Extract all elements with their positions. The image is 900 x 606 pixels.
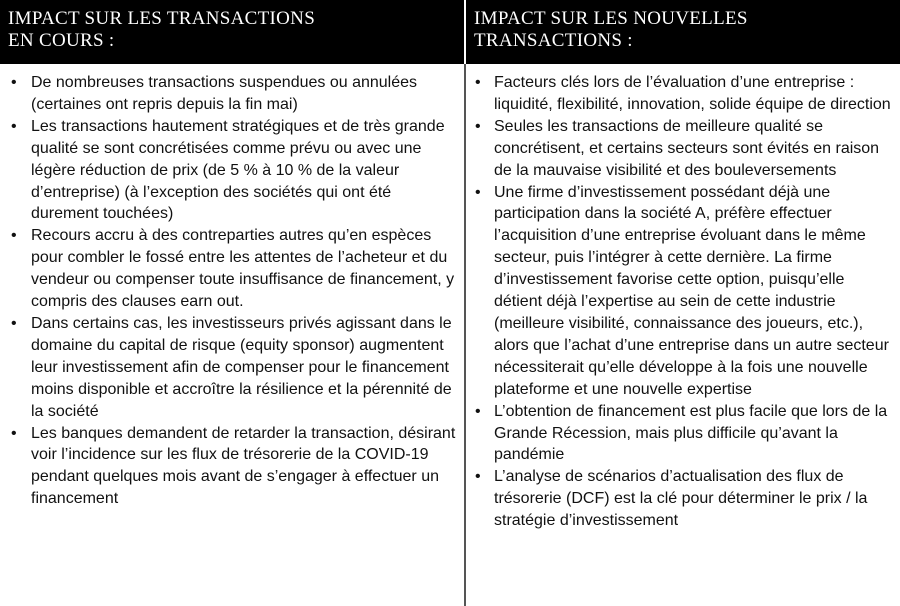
bullet-icon: • xyxy=(475,74,481,91)
list-item-text: De nombreuses transactions suspendues ou annulées (certaines ont repris depuis la fin mai) xyxy=(31,74,418,113)
list-item-text: Les transactions hautement stratégiques et de très grande qualité se sont concrétisées comme prévu ou avec une légère réduction de prix (de 5 % à 10 % de la valeur d’entreprise) (à l’exception des sociétés qui ont été durement touchées) xyxy=(31,117,445,223)
bullet-icon: • xyxy=(11,227,17,245)
bullet-icon: • xyxy=(475,402,481,420)
list-item xyxy=(0,72,458,116)
list-item-text: Facteurs clés lors de l’évaluation d’une entreprise : liquidité, flexibilité, innovation, solide équipe de direction xyxy=(494,74,891,113)
list-item xyxy=(466,72,894,116)
header-new-transactions xyxy=(466,0,900,64)
list-item-text: Les banques demandent de retarder la transaction, désirant voir l’incidence sur les flux de trésorerie de la COVID-19 pendant quelques mois avant de s’engager à effectuer un financement xyxy=(31,424,456,508)
list-item-text: L’obtention de financement est plus facile que lors de la Grande Récession, mais plus difficile qu’avant la pandémie xyxy=(494,402,888,464)
header-line: TRANSACTIONS : xyxy=(474,30,633,51)
header-current-transactions xyxy=(0,0,464,64)
list-item xyxy=(466,182,894,401)
bullet-icon: • xyxy=(475,117,481,135)
list-item xyxy=(0,423,458,511)
bullet-icon: • xyxy=(11,117,17,135)
list-item-text: Seules les transactions de meilleure qualité se concrétisent, et certains secteurs sont évités en raison de la mauvaise visibilité et des bouleversements xyxy=(494,117,880,179)
bullet-icon: • xyxy=(11,74,17,91)
list-item xyxy=(0,225,458,313)
new-transactions-list xyxy=(466,72,900,532)
bullet-icon: • xyxy=(475,183,481,201)
list-item xyxy=(0,313,458,423)
header-line: EN COURS : xyxy=(8,30,115,51)
column-new-transactions xyxy=(466,0,900,606)
bullet-icon: • xyxy=(475,468,481,486)
list-item-text: Une firme d’investissement possédant déjà une participation dans la société A, préfère effectuer l’acquisition d’une entreprise évoluant dans le même secteur, puis l’intégrer à cette dernière. La firme d’investissement favorise cette option, puisqu’elle détient déjà l’expertise au sein de cette industrie (meilleure visibilité, connaissance des joueurs, etc.), alors que l’achat d’une entreprise dans un autre secteur nécessiterait qu’elle développe à la fois une nouvelle plateforme et une nouvelle expertise xyxy=(494,183,889,398)
list-item xyxy=(466,401,894,467)
bullet-icon: • xyxy=(11,424,17,442)
header-line: IMPACT SUR LES NOUVELLES xyxy=(474,8,748,29)
list-item-text: L’analyse de scénarios d’actualisation des flux de trésorerie (DCF) est la clé pour déterminer le prix / la stratégie d’investissement xyxy=(494,468,868,530)
list-item xyxy=(466,116,894,182)
list-item xyxy=(0,116,458,226)
list-item xyxy=(466,466,894,532)
current-transactions-list xyxy=(0,72,464,510)
header-line: IMPACT SUR LES TRANSACTIONS xyxy=(8,8,316,29)
list-item-text: Dans certains cas, les investisseurs privés agissant dans le domaine du capital de risque (equity sponsor) augmentent leur investissement afin de compenser pour le financement moins disponible et accroître la résilience et la pérennité de la société xyxy=(31,314,452,420)
bullet-icon: • xyxy=(11,314,17,332)
list-item-text: Recours accru à des contreparties autres qu’en espèces pour combler le fossé entre les attentes de l’acheteur et du vendeur ou compenser toute insuffisance de financement, y compris des clauses earn out. xyxy=(31,227,455,311)
